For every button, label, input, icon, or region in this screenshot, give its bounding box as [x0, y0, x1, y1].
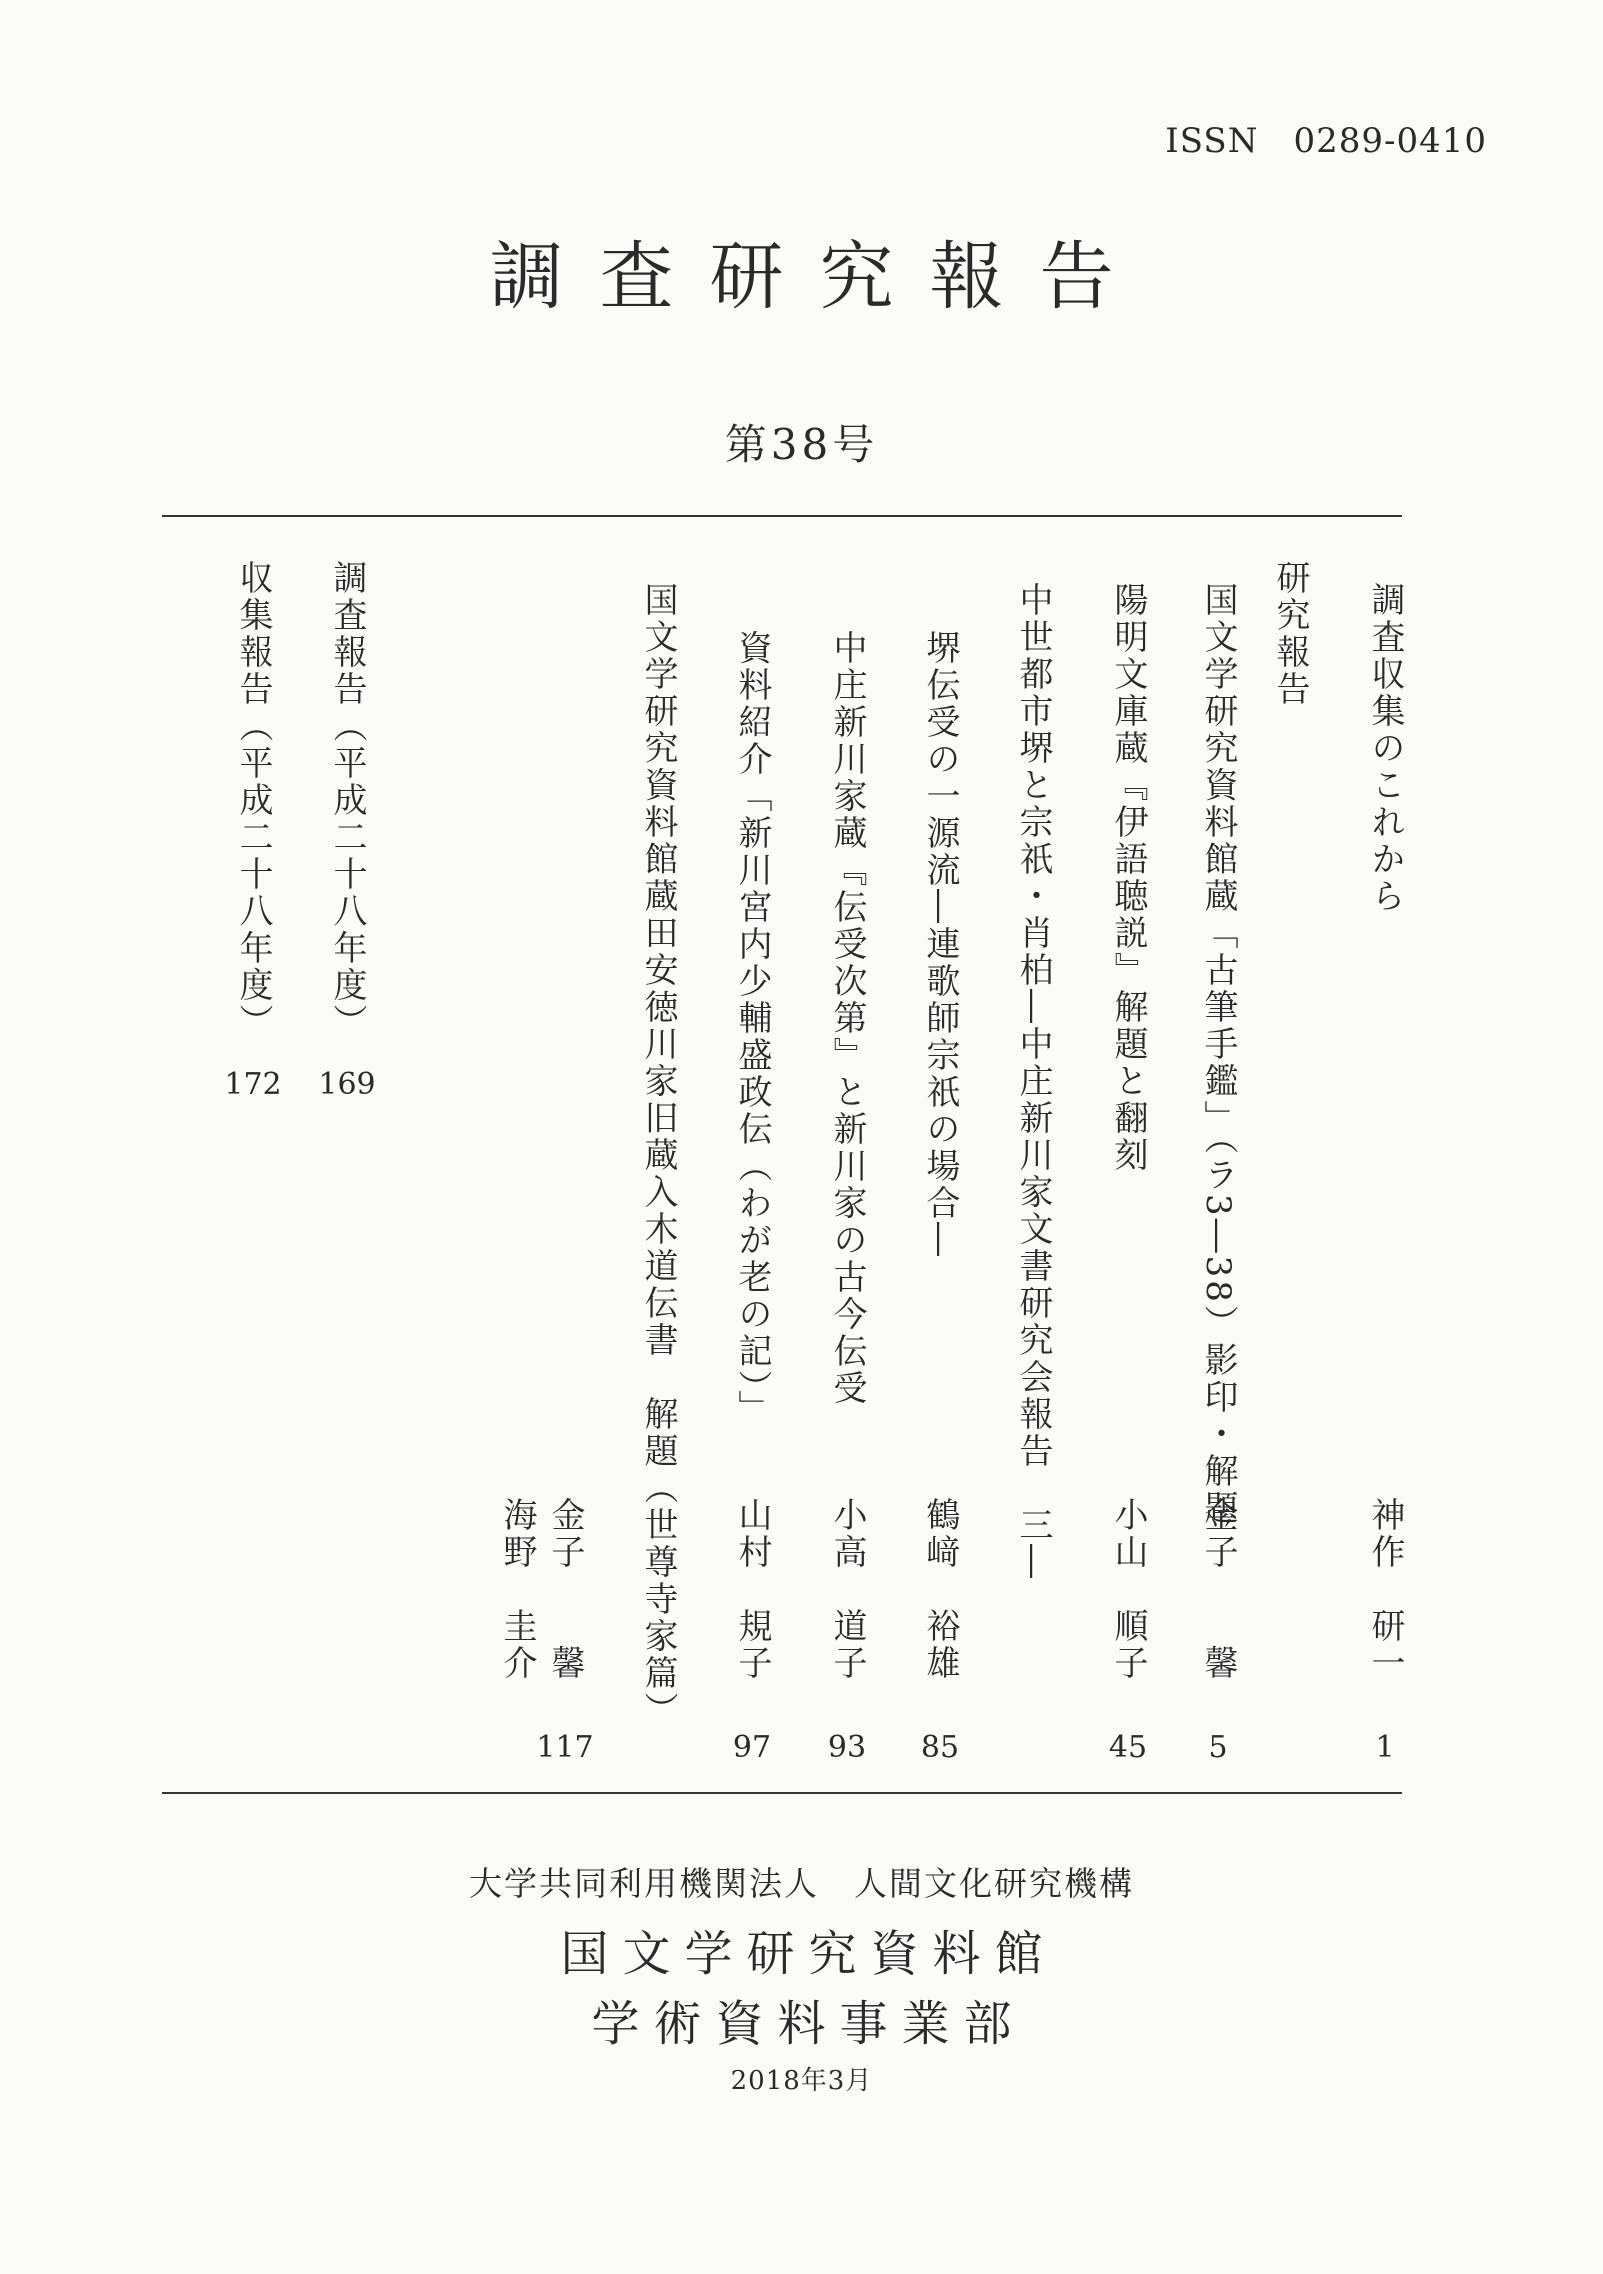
- toc-title: 調査報告（平成二十八年度）: [327, 560, 367, 1041]
- toc-author: 鶴﨑 裕雄: [920, 1497, 960, 1682]
- top-divider: [162, 515, 1402, 517]
- toc-entry: [822, 630, 872, 1790]
- toc-title: 研究報告: [1270, 560, 1310, 708]
- toc-author: 神作 研一: [1365, 1497, 1405, 1682]
- toc-section-heading: [1265, 560, 1315, 1720]
- toc-title: 調査収集のこれから: [1365, 582, 1405, 915]
- publisher-parent: 大学共同利用機関法人 人間文化研究機構: [469, 1864, 1134, 1903]
- toc-entry-author-line: [536, 582, 594, 1765]
- toc-entry: [633, 582, 683, 1742]
- toc-entry: [1360, 582, 1410, 1765]
- toc-entry: [224, 560, 282, 1720]
- toc-page: 93: [827, 1730, 867, 1765]
- publisher-name: 国文学研究資料館: [560, 1926, 1057, 1982]
- toc-title: 国文学研究資料館蔵田安徳川家旧蔵入木道伝書 解題（世尊寺家篇）: [638, 582, 678, 1729]
- issn-number: ISSN 0289-0410: [1165, 121, 1487, 161]
- toc-entry: [1103, 582, 1153, 1765]
- toc-title: 収集報告（平成二十八年度）: [233, 560, 273, 1041]
- toc-entry: [318, 560, 376, 1720]
- toc-page: 117: [536, 1730, 594, 1765]
- toc-title: 資料紹介「新川宮内少輔盛政伝（わが老の記）」: [732, 630, 772, 1427]
- toc-page: 172: [224, 1067, 282, 1102]
- toc-page: 97: [732, 1730, 772, 1765]
- toc-author: 金子 馨: [1198, 1497, 1238, 1682]
- toc-entry: [1193, 582, 1243, 1765]
- bottom-divider: [162, 1792, 1402, 1794]
- toc-page: 45: [1108, 1730, 1148, 1765]
- toc-page: 85: [920, 1730, 960, 1765]
- toc-title: 中世都市堺と宗祇・肖柏―中庄新川家文書研究会報告 三―: [1013, 582, 1053, 1581]
- toc-entry-author-line: [492, 582, 542, 1742]
- toc-author: 小山 順子: [1108, 1497, 1148, 1682]
- toc-entry: [915, 630, 965, 1790]
- journal-title: 調査研究報告: [489, 234, 1150, 320]
- toc-title: 堺伝受の一源流―連歌師宗祇の場合―: [920, 630, 960, 1259]
- toc-title: 国文学研究資料館蔵「古筆手鑑」（ラ3―38）影印・解題: [1198, 582, 1238, 1527]
- toc-title: 中庄新川家蔵『伝受次第』と新川家の古今伝受: [827, 630, 867, 1407]
- toc-entry: [1008, 582, 1058, 1742]
- toc-page: 1: [1375, 1730, 1395, 1765]
- toc-page: 5: [1208, 1730, 1228, 1765]
- toc-author: 金子 馨: [545, 1497, 585, 1682]
- toc-page: 169: [318, 1067, 376, 1102]
- toc-author: 山村 規子: [732, 1497, 772, 1682]
- toc-title: 陽明文庫蔵『伊語聴説』解題と翻刻: [1108, 582, 1148, 1174]
- issue-number: 第38号: [724, 420, 879, 469]
- toc-author: 海野 圭介: [497, 1497, 537, 1682]
- toc-author: 小高 道子: [827, 1497, 867, 1682]
- publisher-department: 学術資料事業部: [591, 1996, 1026, 2052]
- toc-entry: [727, 630, 777, 1790]
- publication-date: 2018年3月: [730, 2066, 873, 2096]
